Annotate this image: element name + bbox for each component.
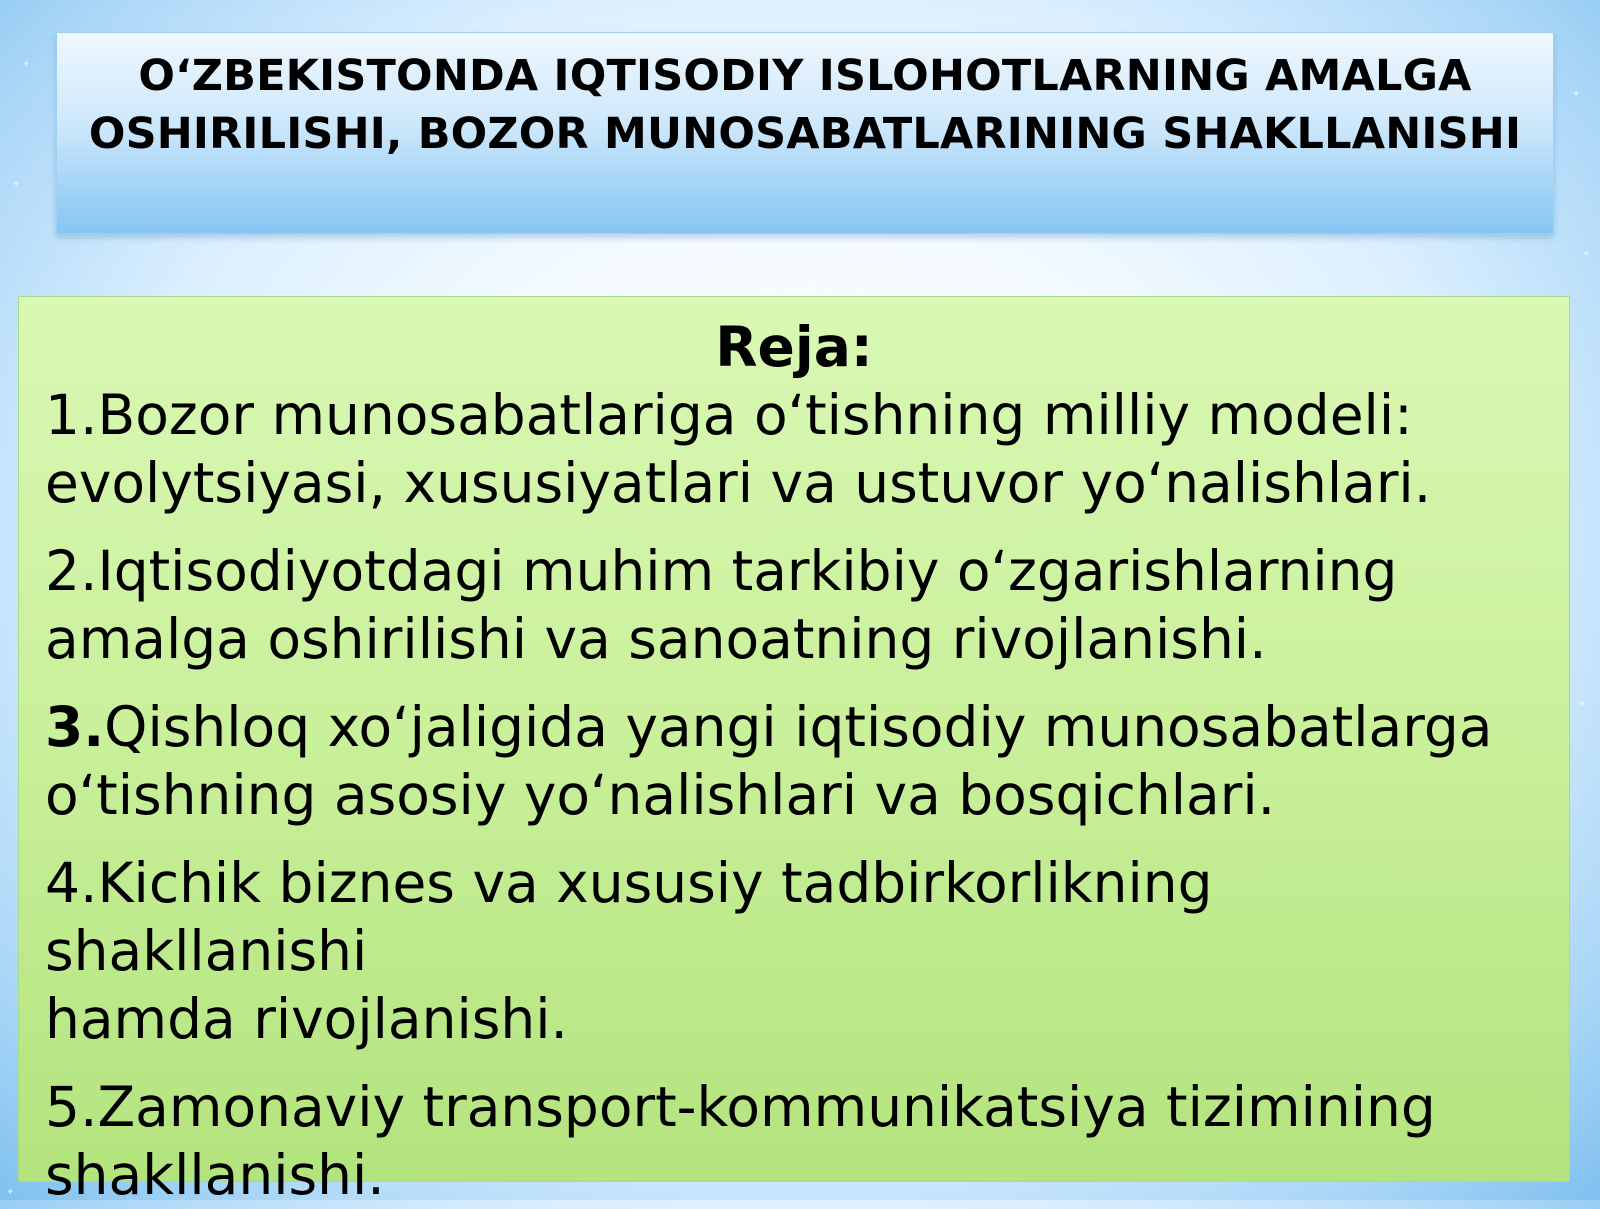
plan-item-3-number: 3. [45, 695, 105, 759]
plan-item-1 [45, 381, 1543, 517]
plan-item-4-line-2: hamda rivojlanishi. [45, 987, 569, 1051]
plan-item-3-line-1 [45, 693, 1543, 761]
plan-item-5-line-1 [45, 1073, 1543, 1141]
plan-item-3-text: Qishloq xo‘jaligida yangi iqtisodiy munosabatlarga [104, 695, 1493, 759]
slide-title-line-2: OSHIRILISHI, BOZOR MUNOSABATLARINING SHAKLLANISHI [88, 109, 1522, 159]
sparkle-decoration: ✦ [1578, 699, 1587, 710]
sparkle-decoration: ✦ [12, 179, 21, 190]
plan-item-4-text: Kichik biznes va xususiy tadbirkorlikning shakllanishi [45, 851, 1213, 983]
plan-item-5-text: Zamonaviy transport-kommunikatsiya tizimining [97, 1075, 1436, 1139]
plan-heading: Reja: [715, 315, 873, 379]
sparkle-decoration: ✦ [22, 59, 31, 70]
plan-item-5-line-2: shakllanishi. [45, 1143, 385, 1207]
plan-item-5-number: 5. [45, 1075, 98, 1139]
plan-item-1-number: 1. [45, 383, 98, 447]
plan-item-2-number: 2. [45, 539, 98, 603]
plan-content-box [18, 296, 1570, 1207]
plan-item-4 [45, 849, 1543, 1053]
sparkle-decoration: ✦ [6, 1187, 15, 1198]
plan-item-3-line-2: o‘tishning asosiy yo‘nalishlari va bosqichlari. [45, 763, 1276, 827]
plan-item-4-number: 4. [45, 851, 98, 915]
sparkle-decoration: ✦ [1582, 249, 1591, 260]
plan-item-1-text: Bozor munosabatlariga o‘tishning milliy modeli: [97, 383, 1413, 447]
plan-item-5 [45, 1073, 1543, 1209]
sparkle-decoration: ✦ [1572, 89, 1581, 100]
plan-item-2-line-1 [45, 537, 1543, 605]
plan-item-2-line-2: amalga oshirilishi va sanoatning rivojlanishi. [45, 607, 1267, 671]
plan-item-1-line-2: evolytsiyasi, xususiyatlari va ustuvor yo‘nalishlari. [45, 451, 1432, 515]
plan-item-3 [45, 693, 1543, 829]
slide-title-box [56, 32, 1554, 234]
slide-title-line-1: O‘ZBEKISTONDA IQTISODIY ISLOHOTLARNING AMALGA [138, 51, 1472, 101]
plan-item-2-text: Iqtisodiyotdagi muhim tarkibiy o‘zgarishlarning [97, 539, 1398, 603]
plan-item-4-line-1 [45, 849, 1543, 985]
plan-item-2 [45, 537, 1543, 673]
plan-item-1-line-1 [45, 381, 1543, 449]
